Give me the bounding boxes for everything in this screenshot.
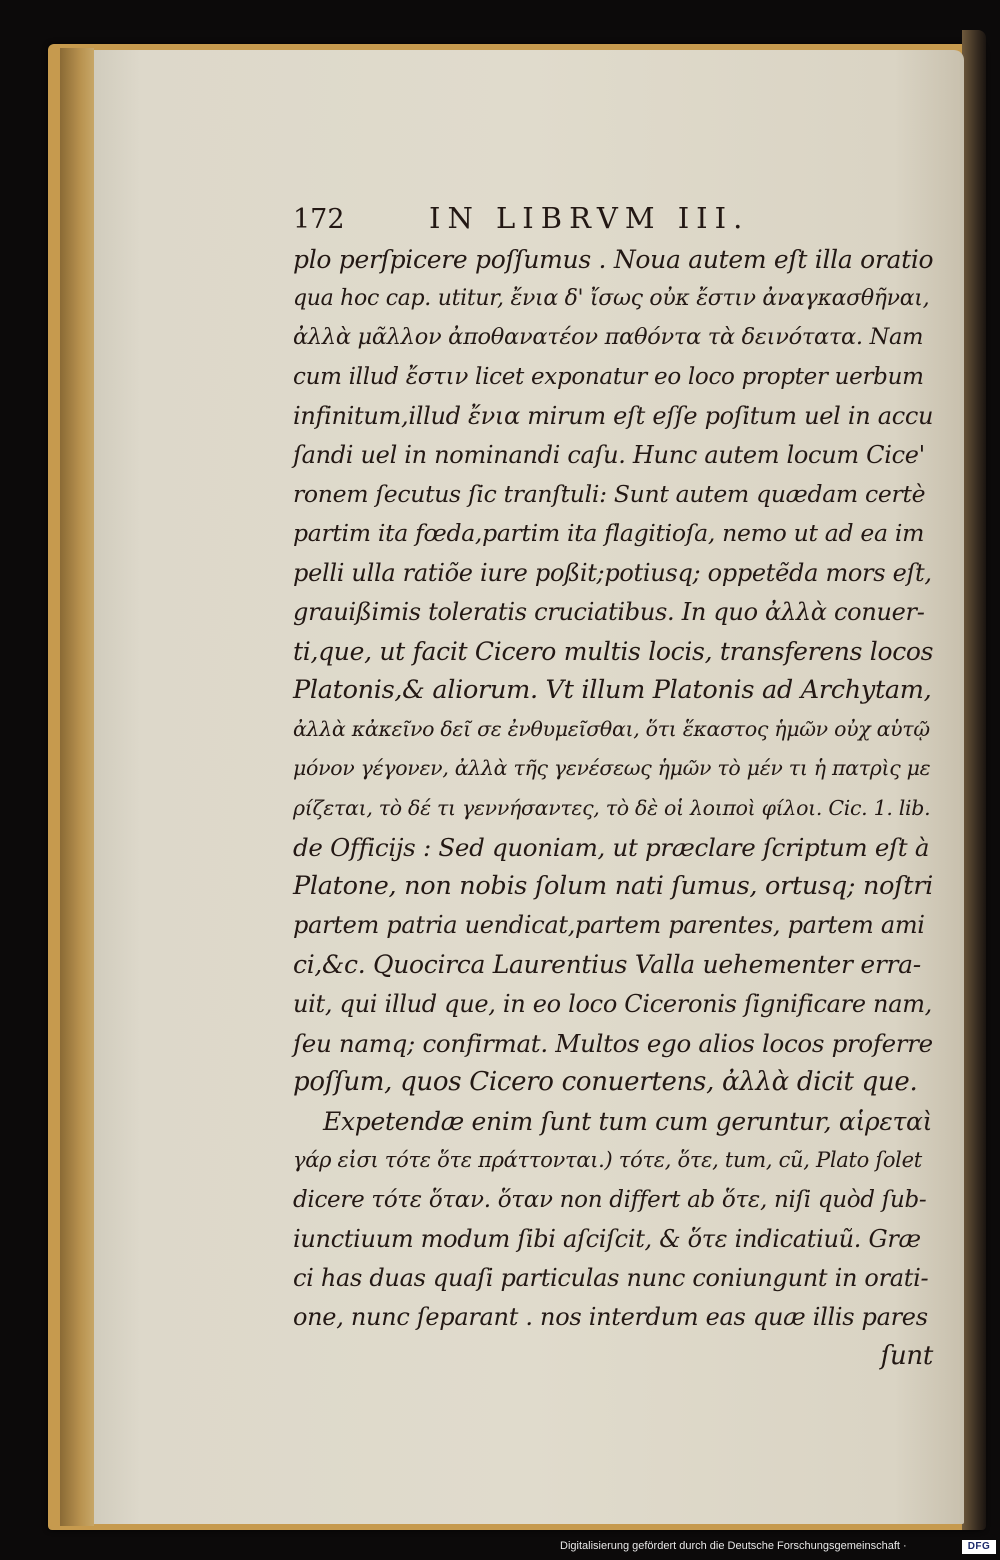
text-line: poſſum, quos Cicero conuertens, ἀλλὰ dicit que. [293, 1066, 918, 1097]
text-line: ci,&c. Quocirca Laurentius Valla uehementer erra- [293, 950, 921, 980]
text-line: one, nunc ſeparant . nos interdum eas quæ illis pares [293, 1303, 928, 1332]
text-line: γάρ εἰσι τότε ὅτε πράττονται.) τότε, ὅτε, tum, cũ, Plato ſolet [293, 1148, 922, 1173]
text-line: ἀλλὰ κἀκεῖνο δεῖ σε ἐνθυμεῖσθαι, ὅτι ἕκαστος ἡμῶν οὐχ αὑτῷ [293, 717, 930, 742]
digitization-credit: Digitalisierung gefördert durch die Deutsche Forschungsgemeinschaft · [560, 1540, 907, 1552]
text-line: partim ita fœda,partim ita flagitioſa, nemo ut ad ea im [293, 519, 925, 548]
text-line: μόνον γέγονεν, ἀλλὰ τῆς γενέσεως ἡμῶν τὸ μέν τι ἡ πατρὶς με [293, 756, 931, 781]
page-number: 172 [293, 204, 345, 235]
text-line: ἀλλὰ μᾶλλον ἀποθανατέον παθόντα τὰ δεινότατα. Nam [293, 324, 924, 351]
running-head [293, 196, 933, 240]
text-line: plo perſpicere poſſumus . Noua autem eſt illa oratio [293, 245, 934, 274]
text-line: ρίζεται, τὸ δέ τι γεννήσαντες, τὸ δὲ οἱ λοιποὶ φίλοι. Cic. 1. lib. [293, 795, 931, 820]
text-line: uit, qui illud que, in eo loco Ciceronis ſignificare nam, [293, 989, 933, 1018]
text-line: de Officijs : Sed quoniam, ut præclare ſcriptum eſt à [293, 832, 930, 862]
text-line: pelli ulla ratiõe iure poßit;potiusq; oppetẽda mors eſt, [293, 558, 932, 587]
text-line: grauißimis toleratis cruciatibus. In quo ἀλλὰ conuer- [293, 597, 925, 626]
catchword: ſunt [880, 1341, 933, 1372]
text-line: ci has duas quaſi particulas nunc coniungunt in orati- [293, 1263, 929, 1292]
text-line: dicere τότε ὅταν. ὅταν non differt ab ὅτε, niſi quòd ſub- [293, 1186, 927, 1213]
text-line: iunctiuum modum ſibi aſciſcit, & ὅτε indicatiuũ. Græ [293, 1224, 921, 1253]
page-gutter [60, 48, 94, 1526]
running-head-title: IN LIBRVM III. [429, 201, 750, 235]
text-line: qua hoc cap. utitur, ἔνια δ' ἴσως οὐκ ἔστιν ἀναγκασθῆναι, [293, 286, 930, 312]
text-block [293, 196, 933, 1376]
book-fore-edge [962, 30, 986, 1530]
text-line: Expetendæ enim ſunt tum cum geruntur, αἱρεταὶ [323, 1107, 933, 1137]
text-line: ronem ſecutus ſic tranſtuli: Sunt autem quædam certè [293, 480, 926, 509]
text-line: Platone, non nobis ſolum nati ſumus, ortusq; noſtri [293, 871, 933, 901]
dfg-logo: DFG [962, 1540, 996, 1554]
text-line: cum illud ἔστιν licet exponatur eo loco propter uerbum [293, 363, 924, 390]
text-line: ſandi uel in nominandi caſu. Hunc autem locum Cice' [293, 440, 925, 469]
text-line: infinitum,illud ἔνια mirum eſt eſſe poſitum uel in accu [293, 401, 934, 430]
text-line: partem patria uendicat,partem parentes, partem ami [293, 911, 925, 940]
text-line: Platonis,& aliorum. Vt illum Platonis ad Archytam, [293, 675, 932, 706]
text-line: ti,que, ut facit Cicero multis locis, transferens locos [293, 636, 934, 666]
text-line: ſeu namq; confirmat. Multos ego alios locos proferre [293, 1028, 933, 1058]
